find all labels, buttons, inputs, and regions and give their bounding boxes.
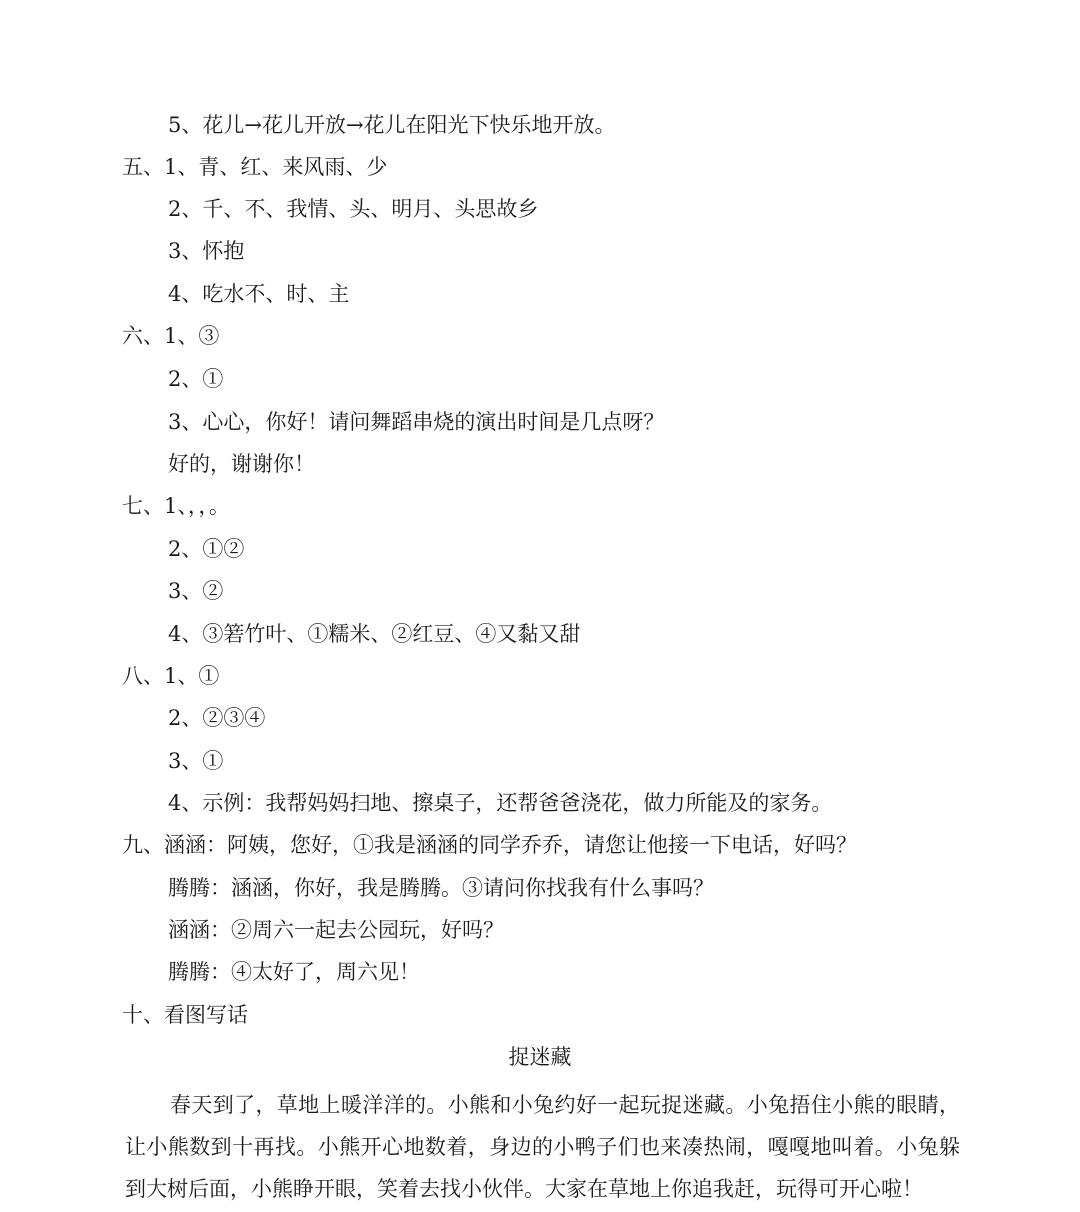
answer-9-2: 腾腾：涵涵，你好，我是腾腾。③请问你找我有什么事吗？ bbox=[168, 876, 714, 900]
answer-7-1: 七、1、，，。 bbox=[122, 494, 230, 518]
answer-9-4: 腾腾：④太好了，周六见！ bbox=[168, 960, 420, 984]
essay-body: 春天到了，草地上暖洋洋的。小熊和小兔约好一起玩捉迷藏。小兔捂住小熊的眼睛，让小熊数到十再找。小熊开心地数着，身边的小鸭子们也来凑热闹，嘎嘎地叫着。小兔躲到大树后面，小熊睁开眼，笑着去找小伙伴。大家在草地上你追我赶，玩得可开心啦！ bbox=[125, 1093, 960, 1201]
essay-title: 捉迷藏 bbox=[508, 1045, 572, 1069]
answer-7-2: 2、①② bbox=[168, 537, 245, 561]
answer-5-4: 4、吃水不、时、主 bbox=[168, 282, 350, 306]
answer-9-1: 九、涵涵：阿姨，您好，①我是涵涵的同学乔乔，请您让他接一下电话，好吗？ bbox=[122, 833, 857, 857]
answer-5-3: 3、怀抱 bbox=[168, 239, 245, 263]
answer-4-5: 5、花儿→花儿开放→花儿在阳光下快乐地开放。 bbox=[168, 113, 616, 137]
answer-8-3: 3、① bbox=[168, 749, 224, 773]
answer-6-3: 3、心心，你好！请问舞蹈串烧的演出时间是几点呀？ bbox=[168, 410, 665, 434]
answer-8-4: 4、示例：我帮妈妈扫地、擦桌子，还帮爸爸浇花，做力所能及的家务。 bbox=[168, 791, 833, 815]
answer-7-4: 4、③箬竹叶、①糯米、②红豆、④又黏又甜 bbox=[168, 622, 581, 646]
answer-10-heading: 十、看图写话 bbox=[122, 1003, 248, 1027]
answer-8-1: 八、1、① bbox=[122, 664, 220, 688]
answer-9-3: 涵涵：②周六一起去公园玩，好吗？ bbox=[168, 918, 504, 942]
answer-5-2: 2、千、不、我情、头、明月、头思故乡 bbox=[168, 197, 539, 221]
answer-5-1: 五、1、青、红、来风雨、少 bbox=[122, 155, 388, 179]
answer-7-3: 3、② bbox=[168, 579, 224, 603]
answer-6-2: 2、① bbox=[168, 367, 224, 391]
answer-8-2: 2、②③④ bbox=[168, 706, 266, 730]
answer-6-1: 六、1、③ bbox=[122, 324, 220, 348]
answer-6-3-reply: 好的，谢谢你！ bbox=[168, 452, 315, 476]
